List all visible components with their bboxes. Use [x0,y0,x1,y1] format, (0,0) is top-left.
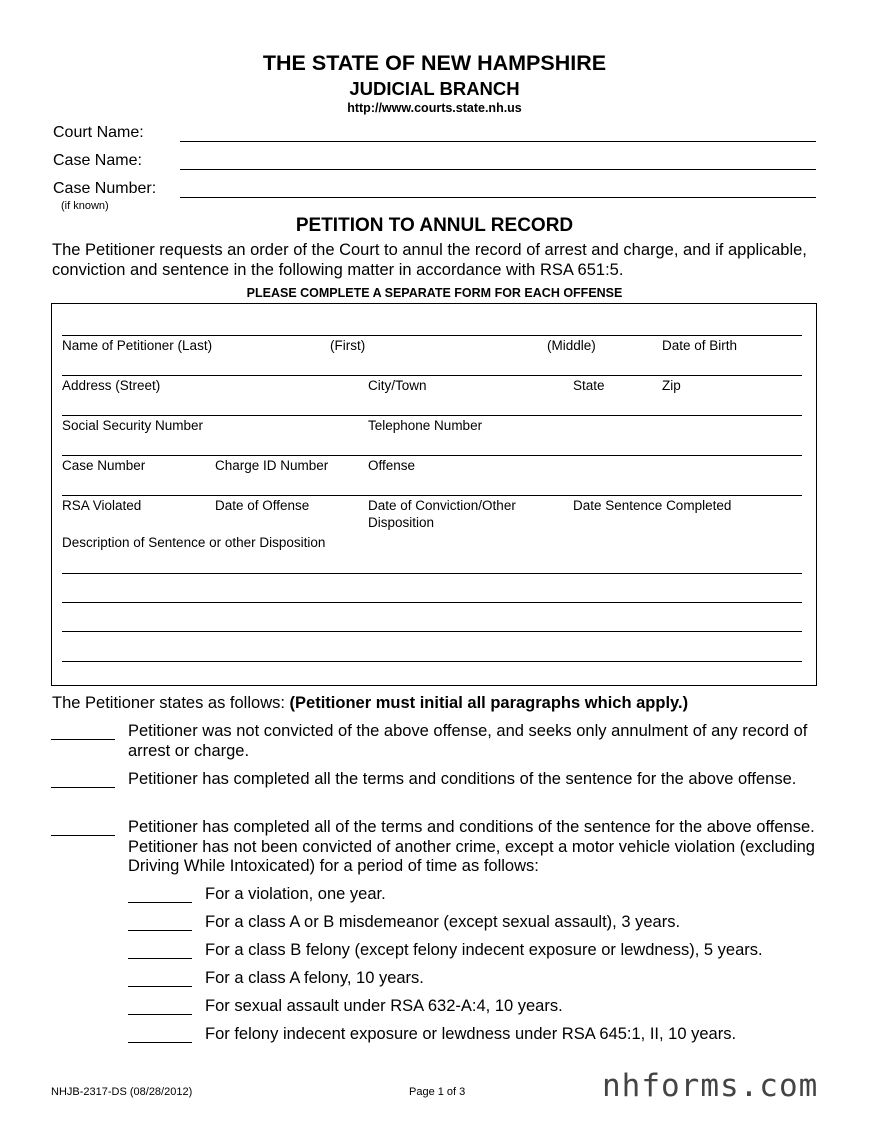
states-prefix: The Petitioner states as follows: [52,694,285,712]
initial-blank[interactable] [128,986,192,987]
form-id: NHJB-2317-DS (08/28/2012) [51,1086,193,1098]
middle-name-label: (Middle) [547,338,596,353]
last-name-label: Name of Petitioner (Last) [62,338,213,353]
charge-id-label: Charge ID Number [215,458,329,473]
initial-blank[interactable] [51,835,115,836]
branch-heading: JUDICIAL BRANCH [349,78,520,99]
first-name-label: (First) [330,338,366,353]
initial-blank[interactable] [51,739,115,740]
case-number-field[interactable] [180,197,816,198]
initial-instruction: (Petitioner must initial all paragraphs which apply.) [289,694,689,712]
paragraph-3: Petitioner has completed all of the terms and conditions of the sentence for the above offense. Petitioner has not been convicted of another crime, except a motor vehicle violation (excluding Driving While Intoxicated) for a period of time as follows: [128,818,815,875]
separate-form-note: PLEASE COMPLETE A SEPARATE FORM FOR EACH OFFENSE [246,286,623,300]
states-as-follows [52,694,688,714]
date-sentence-completed-label: Date Sentence Completed [573,498,732,513]
rsa-violated-label: RSA Violated [62,498,142,513]
paragraph-2: Petitioner has completed all the terms and conditions of the sentence for the above offense. [128,770,797,788]
case-name-field[interactable] [180,169,816,170]
initial-blank[interactable] [128,902,192,903]
rsa-dates-line[interactable] [62,495,802,496]
zip-label: Zip [662,378,681,393]
date-conviction-label: Date of Conviction/Other [368,498,516,513]
initial-blank[interactable] [128,1014,192,1015]
case-name-label: Case Name: [53,152,142,169]
intro-text: The Petitioner requests an order of the Court to annul the record of arrest and charge, and if applicable, conviction and sentence in the following matter in accordance with RSA 651:5. [52,241,807,279]
city-label: City/Town [368,378,427,393]
sub-item: For a violation, one year. [205,885,386,903]
paragraph-1: Petitioner was not convicted of the above offense, and seeks only annulment of any record of arrest or charge. [128,722,808,760]
court-name-label: Court Name: [53,124,144,141]
if-known-note: (if known) [61,200,109,212]
sub-item: For a class B felony (except felony indecent exposure or lewdness), 5 years. [205,941,763,959]
sub-item: For sexual assault under RSA 632-A:4, 10 years. [205,997,563,1015]
street-label: Address (Street) [62,378,161,393]
court-name-field[interactable] [180,141,816,142]
case-offense-line[interactable] [62,455,802,456]
initial-blank[interactable] [128,930,192,931]
date-offense-label: Date of Offense [215,498,310,513]
offense-label: Offense [368,458,416,473]
description-line[interactable] [62,573,802,574]
state-label: State [573,378,605,393]
dob-label: Date of Birth [662,338,738,353]
phone-label: Telephone Number [368,418,483,433]
description-line[interactable] [62,631,802,632]
description-line[interactable] [62,602,802,603]
page-number: Page 1 of 3 [409,1086,466,1098]
sub-item: For felony indecent exposure or lewdness under RSA 645:1, II, 10 years. [205,1025,737,1043]
ssn-label: Social Security Number [62,418,204,433]
description-label: Description of Sentence or other Disposition [62,535,326,550]
initial-blank[interactable] [128,958,192,959]
initial-blank[interactable] [51,787,115,788]
name-line[interactable] [62,335,802,336]
court-url: http://www.courts.state.nh.us [347,101,522,115]
disposition-label: Disposition [368,515,435,530]
address-line[interactable] [62,375,802,376]
state-heading: THE STATE OF NEW HAMPSHIRE [262,51,607,75]
sub-item: For a class A felony, 10 years. [205,969,424,987]
watermark: nhforms.com [602,1068,819,1104]
box-case-number-label: Case Number [62,458,146,473]
ssn-phone-line[interactable] [62,415,802,416]
initial-blank[interactable] [128,1042,192,1043]
sub-item: For a class A or B misdemeanor (except sexual assault), 3 years. [205,913,681,931]
case-number-label: Case Number: [53,180,157,197]
description-line[interactable] [62,661,802,662]
form-title: PETITION TO ANNUL RECORD [295,215,574,236]
